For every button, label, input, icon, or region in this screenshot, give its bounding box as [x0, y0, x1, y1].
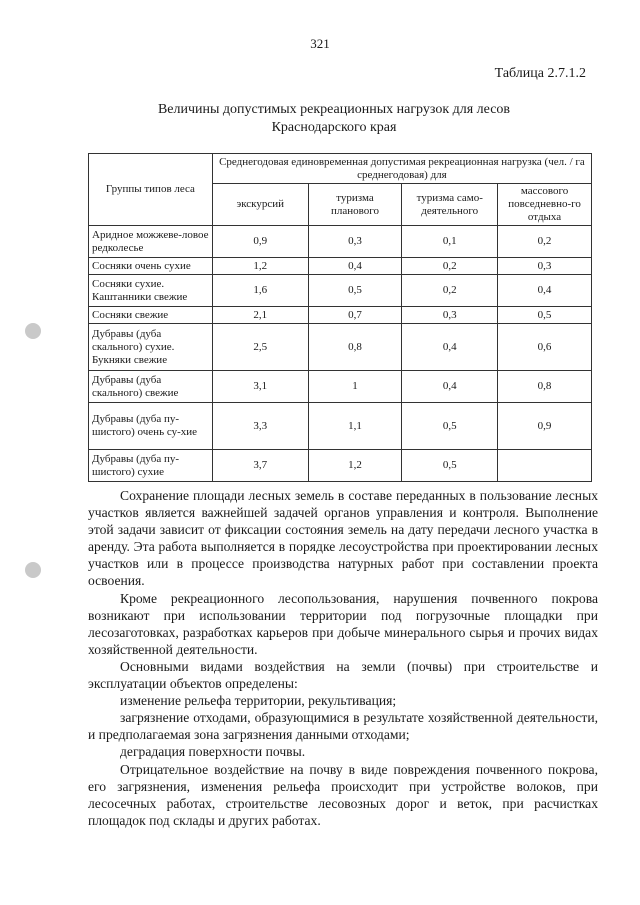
cell-value: 0,5 — [498, 307, 592, 324]
cell-value: 0,4 — [402, 324, 498, 371]
row-group: Сосняки сухие. Каштанники свежие — [89, 275, 213, 307]
row-group: Дубравы (дуба скального) свежие — [89, 371, 213, 403]
cell-value — [498, 450, 592, 482]
cell-value: 0,4 — [402, 371, 498, 403]
col-header-load: Среднегодовая единовременная допустимая рекреационная нагрузка (чел. / га среднегодовая) для — [212, 154, 591, 184]
list-item: деградация поверхности почвы. — [120, 744, 306, 760]
table-title-line: Краснодарского края — [271, 120, 397, 135]
row-group: Дубравы (дуба пу-шистого) очень су-хие — [89, 403, 213, 450]
row-group: Дубравы (дуба пу-шистого) сухие — [89, 450, 213, 482]
cell-value: 2,5 — [212, 324, 308, 371]
col-header-excursions: экскурсий — [212, 184, 308, 226]
cell-value: 3,1 — [212, 371, 308, 403]
cell-value: 0,8 — [308, 324, 402, 371]
table-row — [89, 307, 592, 324]
cell-value: 2,1 — [212, 307, 308, 324]
col-header-forest-groups: Группы типов леса — [89, 154, 213, 226]
cell-value: 0,1 — [402, 226, 498, 258]
cell-value: 0,3 — [402, 307, 498, 324]
paragraph: Отрицательное воздействие на почву в виде повреждения почвенного покрова, его загрязнения, изменения рельефа происходит при устройстве волоков, при лесосечных работах, строительстве лесовозных дорог и веток, при расчистках площадок под склады и других работах. — [88, 761, 598, 828]
cell-value: 1,6 — [212, 275, 308, 307]
paragraph: Сохранение площади лесных земель в составе переданных в пользование лесных участков является важнейшей задачей органов управления и контроля. Выполнение этой задачи зависит от фиксации состояния земель на дату передачи лесного участка в аренду. Эта работа выполняется в порядке лесоустройства при проектировании лесных участков или в процессе производства натурных работ при составлении проекта освоения. — [88, 488, 598, 589]
cell-value: 0,3 — [308, 226, 402, 258]
list-item: изменение рельефа территории, рекультивация; — [120, 693, 397, 709]
cell-value: 0,4 — [308, 258, 402, 275]
table-row — [89, 275, 592, 307]
cell-value: 1,2 — [212, 258, 308, 275]
cell-value: 3,7 — [212, 450, 308, 482]
table-row — [89, 226, 592, 258]
cell-value: 0,5 — [308, 275, 402, 307]
table-header-row — [89, 154, 592, 184]
table-title — [60, 101, 608, 137]
col-header-planned-tourism: туризма планового — [308, 184, 402, 226]
table-row — [89, 258, 592, 275]
cell-value: 0,9 — [498, 403, 592, 450]
row-group: Дубравы (дуба скального) сухие. Букняки свежие — [89, 324, 213, 371]
cell-value: 1 — [308, 371, 402, 403]
cell-value: 0,3 — [498, 258, 592, 275]
table-row — [89, 371, 592, 403]
cell-value: 0,2 — [402, 275, 498, 307]
table-row — [89, 403, 592, 450]
cell-value: 0,4 — [498, 275, 592, 307]
page-number: 321 — [310, 36, 330, 51]
cell-value: 0,5 — [402, 450, 498, 482]
table-row — [89, 324, 592, 371]
table-row — [89, 450, 592, 482]
cell-value: 0,2 — [498, 226, 592, 258]
body-text — [88, 487, 598, 829]
cell-value: 0,9 — [212, 226, 308, 258]
cell-value: 1,2 — [308, 450, 402, 482]
paragraph: Кроме рекреационного лесопользования, нарушения почвенного покрова возникают при использовании территории под погрузочные площадки при лесозаготовках, разработках карьеров при добыче минерального сырья и прочих видах хозяйственной деятельности. — [88, 590, 598, 657]
cell-value: 0,8 — [498, 371, 592, 403]
cell-value: 1,1 — [308, 403, 402, 450]
cell-value: 0,7 — [308, 307, 402, 324]
col-header-mass-recreation: массового повседневно-го отдыха — [498, 184, 592, 226]
cell-value: 0,2 — [402, 258, 498, 275]
punch-hole — [25, 323, 41, 339]
list-item: загрязнение отходами, образующимися в результате хозяйственной деятельности, и предполагаемая зона загрязнения данными отходами; — [88, 710, 598, 743]
row-group: Сосняки свежие — [89, 307, 213, 324]
row-group: Аридное можжеве-ловое редколесье — [89, 226, 213, 258]
cell-value: 0,5 — [402, 403, 498, 450]
cell-value: 3,3 — [212, 403, 308, 450]
recreational-load-table — [88, 153, 592, 482]
paragraph: Основными видами воздействия на земли (почвы) при строительстве и эксплуатации объектов определены: — [88, 658, 598, 692]
row-group: Сосняки очень сухие — [89, 258, 213, 275]
cell-value: 0,6 — [498, 324, 592, 371]
punch-hole — [25, 562, 41, 578]
col-header-amateur-tourism: туризма само-деятельного — [402, 184, 498, 226]
table-caption: Таблица 2.7.1.2 — [494, 66, 586, 81]
table-title-line: Величины допустимых рекреационных нагрузок для лесов — [157, 102, 511, 117]
